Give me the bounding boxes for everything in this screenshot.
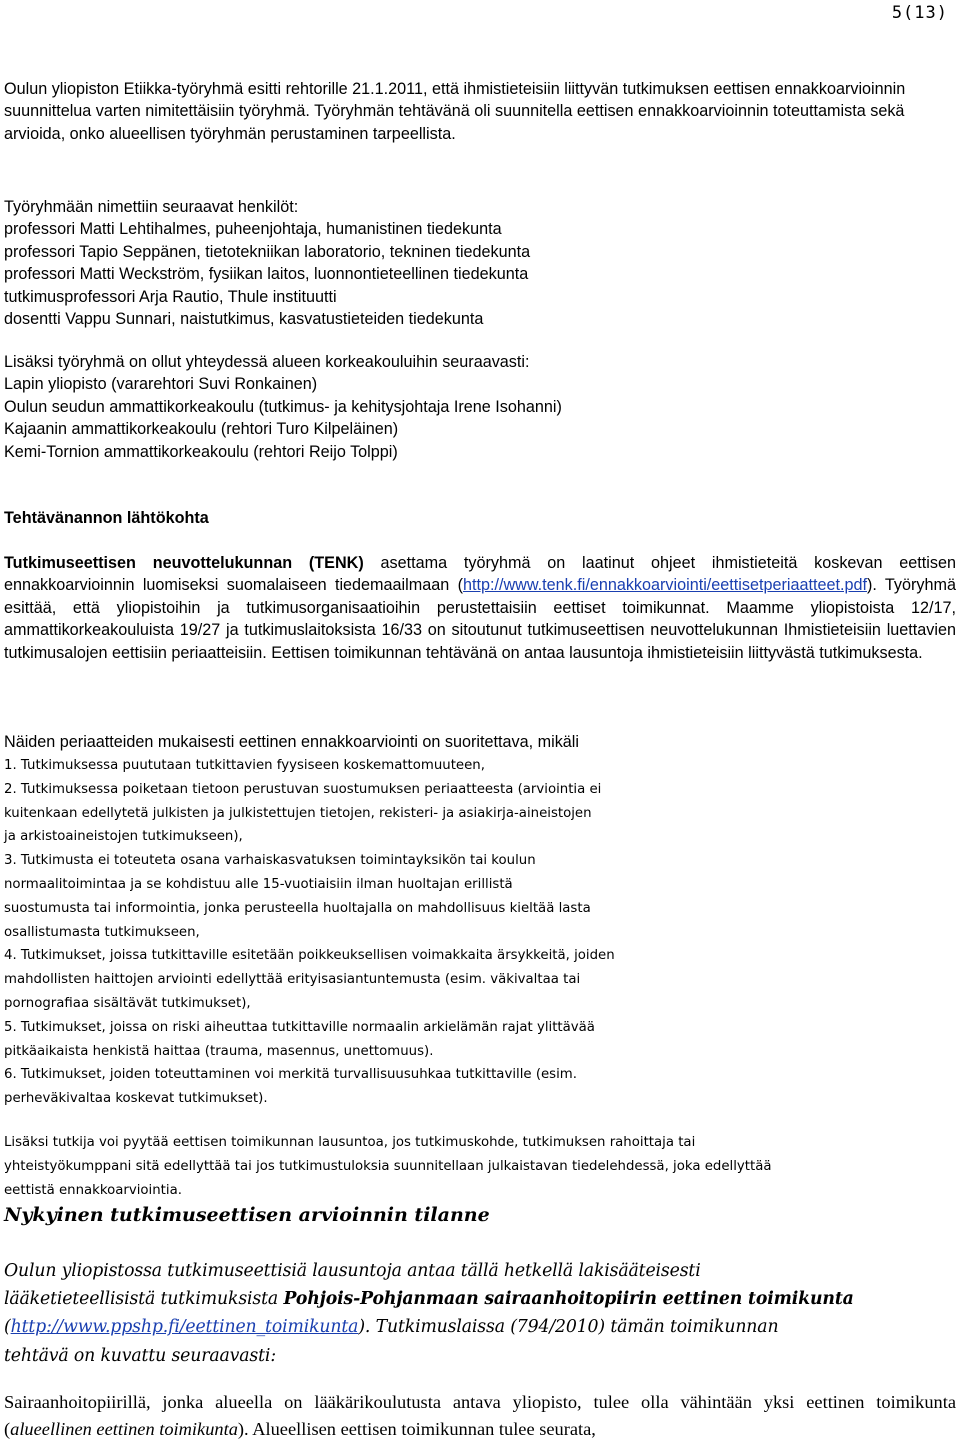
criteria-line: 4. Tutkimukset, joissa tutkittaville esitetään poikkeuksellisen voimakkaita ärsykkeitä, joiden [4,948,615,964]
member-item: professori Matti Weckström, fysiikan laitos, luonnontieteellinen tiedekunta [4,265,529,284]
tenk-text-b: ). Työryhmä esittää, että yliopistoihin ja tutkimusorganisaatioihin perustettaisiin eettiset toimikunnat. Maamme yliopistoista 12/17, ammattikorkeakouluista 19/27 ja tutkimuslaitoksista 16/33 on sitoutunut tutkimuseettisen neuvottelukunnan Ihmistieteisiin luettavien tutkimusalojen eettisiin periaatteisiin. Eettisen toimikunnan tehtävänä on antaa lausuntoja ihmistieteisiin liittyvästä tutkimuksesta. [4,576,956,662]
quote-italic: alueellinen eettinen toimikunta [10,1419,238,1439]
criteria-line: 6. Tutkimukset, joiden toteuttaminen voi merkitä turvallisuusuhkaa tutkittaville (esim. [4,1067,577,1083]
contact-item: Oulun seudun ammattikorkeakoulu (tutkimus- ja kehitysjohtaja Irene Isohanni) [4,397,562,416]
criteria-line: kuitenkaan edellytetä julkisten ja julkistettujen tietojen, rekisteri- ja asiakirja-aineistojen [4,805,592,821]
criteria-line: 5. Tutkimukset, joissa on riski aiheuttaa tutkittaville normaalin arkielämän rajat ylittävää [4,1019,595,1035]
members-heading: Työryhmään nimettiin seuraavat henkilöt: [4,198,299,216]
intro-paragraph: Oulun yliopiston Etiikka-työryhmä esitti rehtorille 21.1.2011, että ihmistieteisiin liittyvän tutkimuksen eettisen ennakkoarvioinnin suunnittelua varten nimitettäisiin työryhmä. Työryhmän tehtävänä oli suunnitella eettisen ennakkoarvioinnin toteuttamista sekä arvioida, onko alueellisen työryhmän perustaminen tarpeellista. [4,80,906,143]
tenk-paragraph [4,552,956,664]
criteria-line: osallistumasta tutkimukseen, [4,924,200,940]
criteria-line: 3. Tutkimusta ei toteuteta osana varhaiskasvatuksen toimintayksikön tai koulun [4,853,536,869]
extra-line: yhteistyökumppani sitä edellyttää tai jos tutkimustuloksia suunnitellaan julkaistavan tiedelehdessä, joka edellyttää [4,1158,772,1174]
page-number: 5(13) [891,3,948,23]
extra-line: eettistä ennakkoarviointia. [4,1182,182,1198]
criteria-list [4,754,956,1111]
criteria-line: ja arkistoaineistojen tutkimukseen), [4,829,243,845]
members-block [4,196,956,330]
criteria-line: perheväkivaltaa koskevat tutkimukset). [4,1091,268,1107]
contacts-heading: Lisäksi työryhmä on ollut yhteydessä alueen korkeakouluihin seuraavasti: [4,353,530,371]
tenk-text-a: asettama työryhmä on laatinut ohjeet ihmistieteitä koskevan eettisen ennakkoarvioinnin luomiseksi suomalaiseen tiedemaailmaan ( [4,554,956,595]
member-item: professori Matti Lehtihalmes, puheenjohtaja, humanistinen tiedekunta [4,220,502,239]
criteria-line: 2. Tutkimuksessa poiketaan tietoon perustuvan suostumuksen periaatteesta (arviointia ei [4,781,602,797]
current-status-paragraph [4,1257,956,1370]
criteria-line: 1. Tutkimuksessa puututaan tutkittavien fyysiseen koskemattomuuteen, [4,758,485,773]
section-heading-nykyinen: Nykyinen tutkimuseettisen arvioinnin tilanne [4,1204,490,1226]
ethics-committee-name: Pohjois-Pohjanmaan sairaanhoitopiirin eettinen toimikunta [283,1289,854,1310]
ppshp-link[interactable]: http://www.ppshp.fi/eettinen_toimikunta [10,1317,359,1338]
criteria-line: pitkäaikaista henkistä haittaa (trauma, masennus, unettomuus). [4,1043,434,1059]
extra-line: Lisäksi tutkija voi pyytää eettisen toimikunnan lausuntoa, jos tutkimuskohde, tutkimuksen rahoittaja tai [4,1135,696,1150]
member-item: tutkimusprofessori Arja Rautio, Thule instituutti [4,287,337,306]
tenk-bold: Tutkimuseettisen neuvottelukunnan (TENK) [4,554,364,572]
contact-item: Lapin yliopisto (vararehtori Suvi Ronkainen) [4,375,318,394]
member-item: professori Tapio Seppänen, tietotekniikan laboratorio, tekninen tiedekunta [4,242,531,261]
extra-paragraph [4,1131,956,1202]
section-heading-tehtavanannon: Tehtävänannon lähtökohta [4,509,209,527]
status-line: (http://www.ppshp.fi/eettinen_toimikunta). Tutkimuslaissa (794/2010) tämän toimikunnan [4,1317,779,1338]
status-line: Oulun yliopistossa tutkimuseettisiä lausuntoja antaa tällä hetkellä lakisääteisesti [4,1261,701,1281]
criteria-line: suostumusta tai informointia, jonka perusteella huoltajalla on mahdollisuus kieltää lasta [4,900,591,916]
criteria-line: mahdollisten haittojen arviointi edellyttää erityisasiantuntemusta (esim. väkivaltaa tai [4,972,581,988]
member-item: dosentti Vappu Sunnari, naistutkimus, kasvatustieteiden tiedekunta [4,310,484,329]
tenk-link[interactable]: http://www.tenk.fi/ennakkoarviointi/eettisetperiaatteet.pdf [462,576,867,595]
status-line: lääketieteellisistä tutkimuksista Pohjois-Pohjanmaan sairaanhoitopiirin eettinen toimikunta [4,1289,854,1310]
criteria-heading: Näiden periaatteiden mukaisesti eettinen ennakkoarviointi on suoritettava, mikäli [4,733,579,751]
criteria-line: normaalitoimintaa ja se kohdistuu alle 15-vuotiaisiin ilman huoltajan erillistä [4,876,513,892]
law-quote: Sairaanhoitopiirillä, jonka alueella on lääkärikoulutusta antava yliopisto, tulee olla vähintään yksi eettinen toimikunta (alueellinen eettinen toimikunta). Alueellisen eettisen toimikunnan tulee seurata, [4,1392,956,1439]
status-line: tehtävä on kuvattu seuraavasti: [4,1345,276,1366]
contact-item: Kemi-Tornion ammattikorkeakoulu (rehtori Reijo Tolppi) [4,442,398,461]
contact-item: Kajaanin ammattikorkeakoulu (rehtori Turo Kilpeläinen) [4,420,399,439]
criteria-line: pornografiaa sisältävät tutkimukset), [4,995,251,1011]
contacts-block [4,351,956,463]
